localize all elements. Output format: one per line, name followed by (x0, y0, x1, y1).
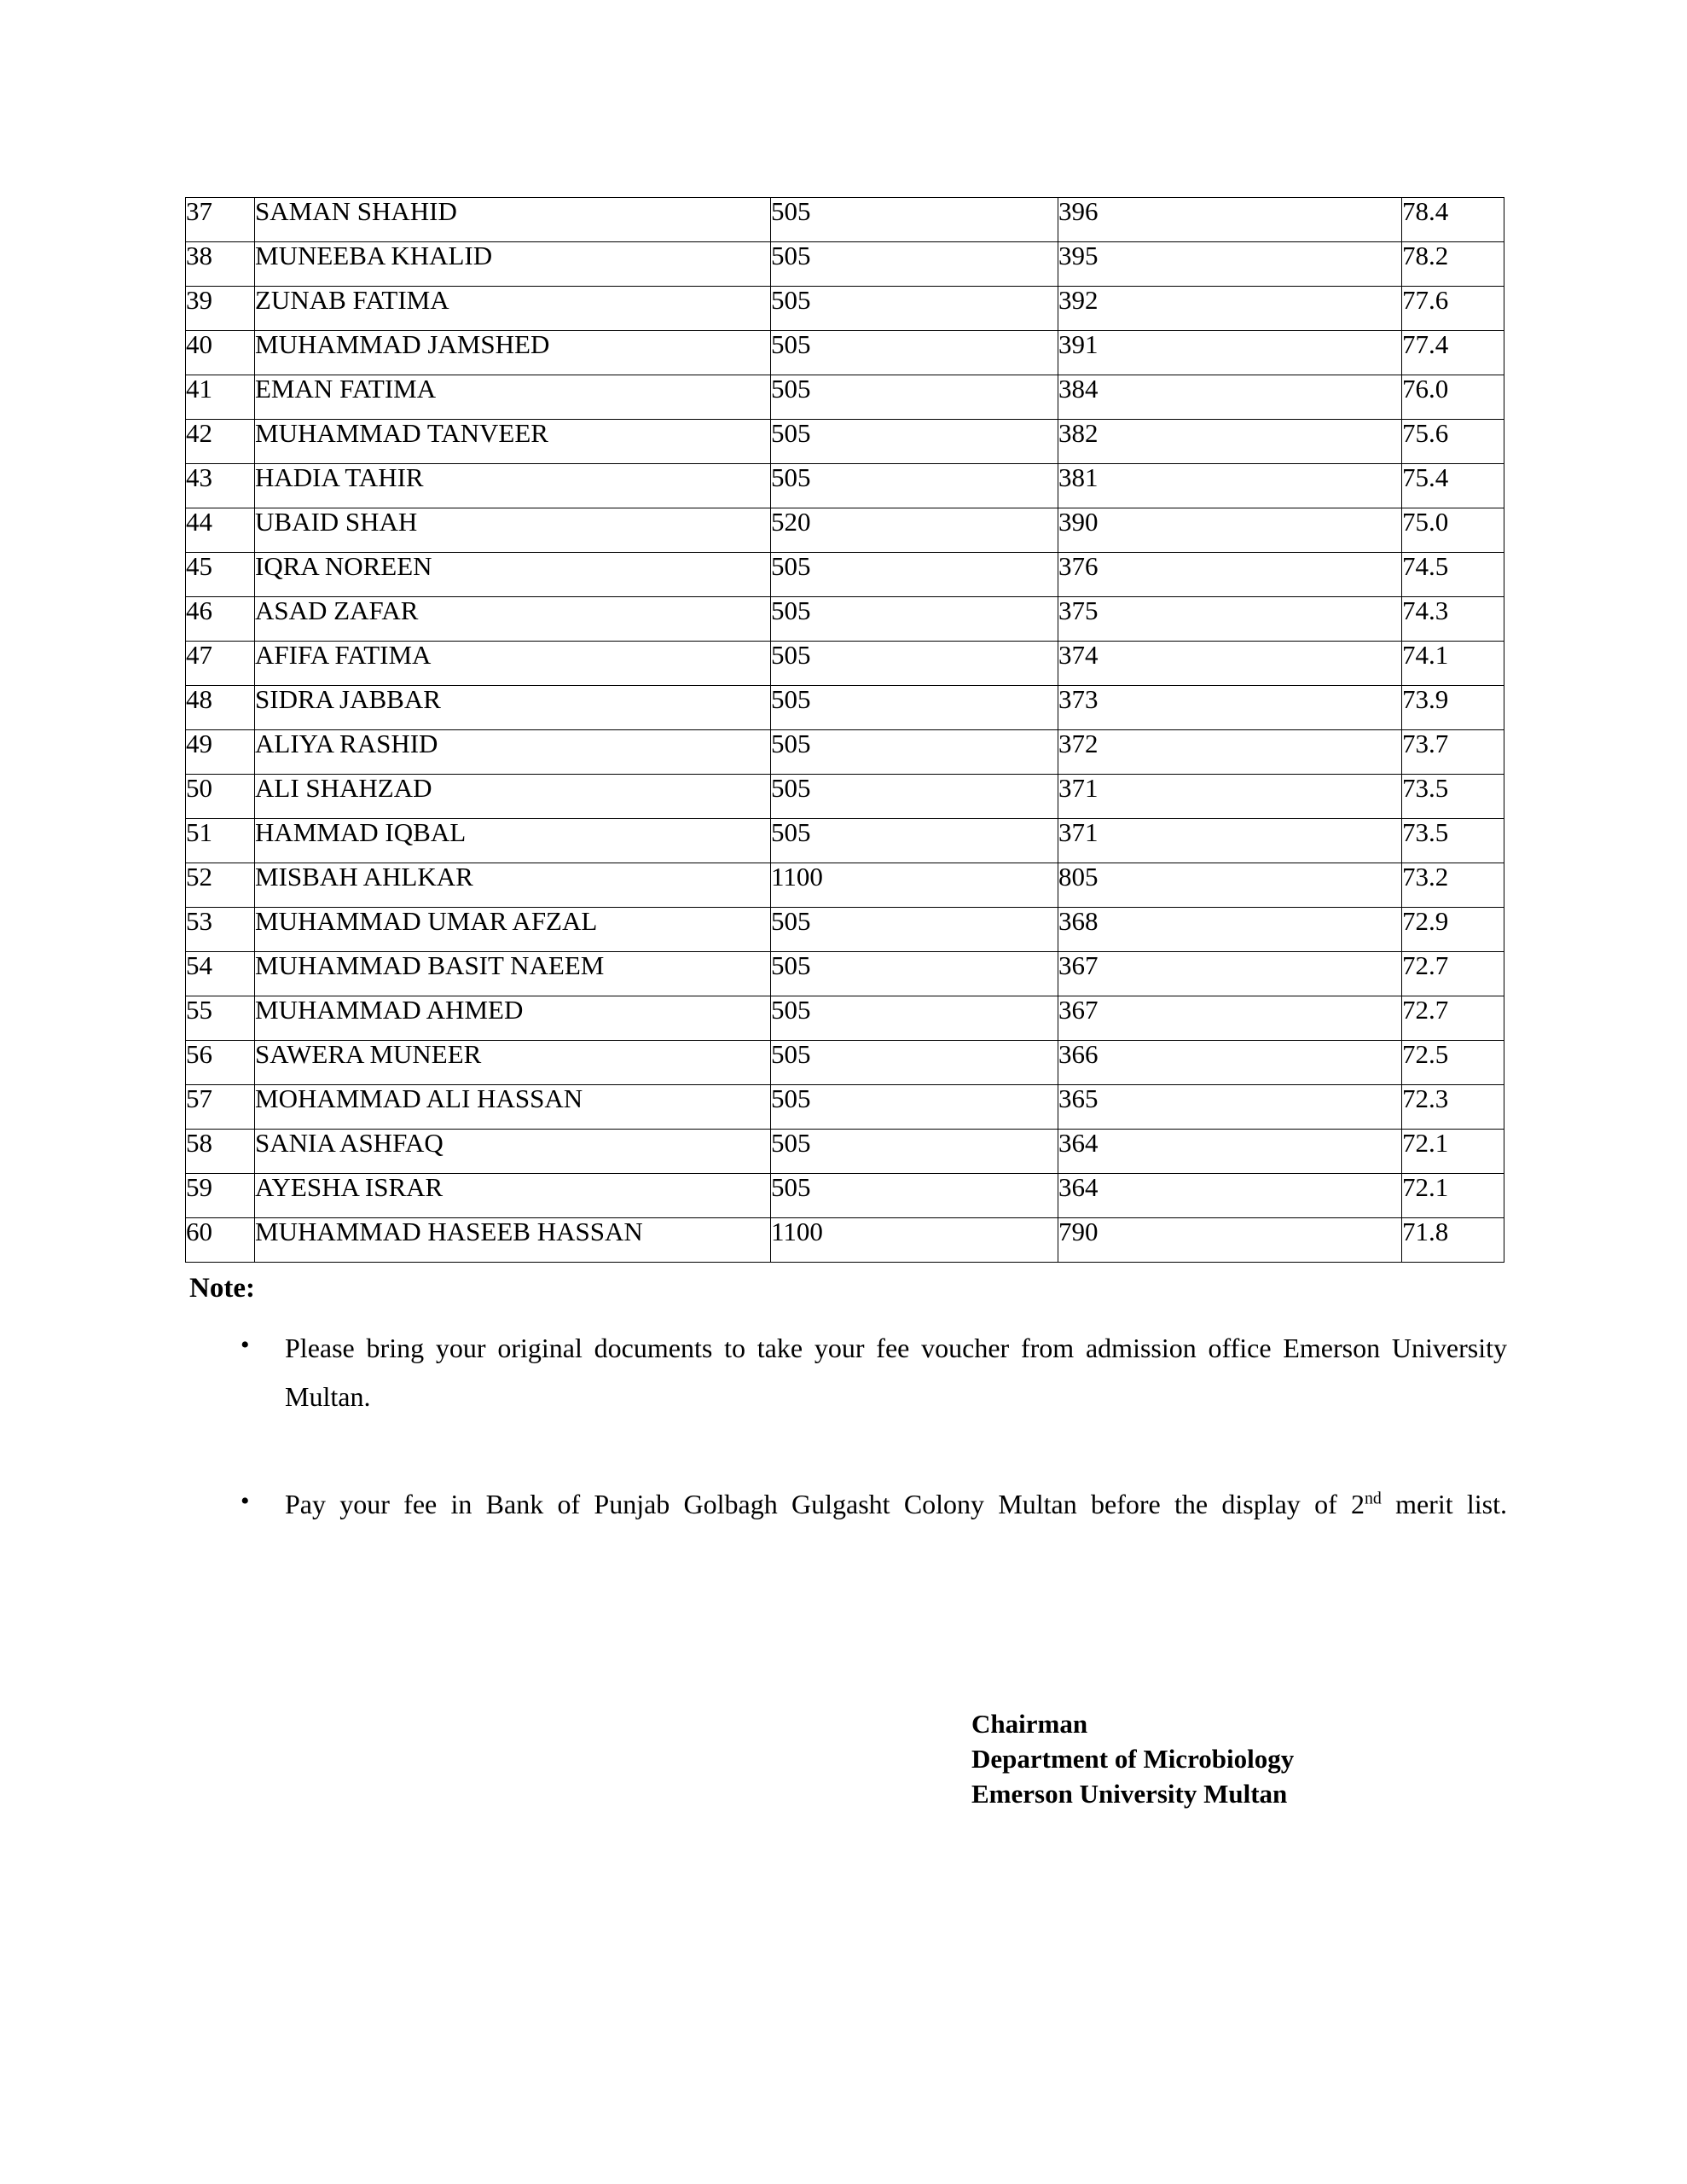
cell-name: MUHAMMAD BASIT NAEEM (255, 952, 771, 996)
cell-serial: 46 (186, 597, 255, 642)
table-row (186, 1174, 1504, 1218)
cell-total-marks: 1100 (771, 863, 1058, 908)
cell-name: MUHAMMAD UMAR AFZAL (255, 908, 771, 952)
cell-name: ASAD ZAFAR (255, 597, 771, 642)
cell-obtained-marks: 374 (1058, 642, 1402, 686)
signature-institution: Emerson University Multan (971, 1779, 1288, 1809)
cell-obtained-marks: 365 (1058, 1085, 1402, 1130)
cell-total-marks: 505 (771, 1130, 1058, 1174)
ordinal-suffix: nd (1365, 1489, 1382, 1508)
cell-obtained-marks: 376 (1058, 553, 1402, 597)
cell-serial: 43 (186, 464, 255, 508)
table-row (186, 908, 1504, 952)
cell-name: HAMMAD IQBAL (255, 819, 771, 863)
cell-percentage: 72.7 (1402, 996, 1504, 1041)
cell-name: AYESHA ISRAR (255, 1174, 771, 1218)
cell-serial: 58 (186, 1130, 255, 1174)
cell-obtained-marks: 367 (1058, 952, 1402, 996)
cell-percentage: 75.0 (1402, 508, 1504, 553)
cell-name: SANIA ASHFAQ (255, 1130, 771, 1174)
cell-total-marks: 505 (771, 375, 1058, 420)
table-row (186, 819, 1504, 863)
cell-total-marks: 505 (771, 1041, 1058, 1085)
cell-name: MUNEEBA KHALID (255, 242, 771, 287)
cell-name: SIDRA JABBAR (255, 686, 771, 730)
signature-block (971, 1706, 1294, 1812)
cell-name: SAWERA MUNEER (255, 1041, 771, 1085)
table-row (186, 952, 1504, 996)
cell-obtained-marks: 364 (1058, 1174, 1402, 1218)
note-heading: Note: (189, 1273, 255, 1304)
cell-obtained-marks: 373 (1058, 686, 1402, 730)
cell-percentage: 73.5 (1402, 819, 1504, 863)
table-row (186, 287, 1504, 331)
cell-obtained-marks: 384 (1058, 375, 1402, 420)
cell-obtained-marks: 381 (1058, 464, 1402, 508)
cell-total-marks: 505 (771, 952, 1058, 996)
cell-obtained-marks: 368 (1058, 908, 1402, 952)
cell-percentage: 74.1 (1402, 642, 1504, 686)
cell-total-marks: 505 (771, 642, 1058, 686)
cell-name: UBAID SHAH (255, 508, 771, 553)
table-row (186, 1218, 1504, 1263)
note-text: Pay your fee in Bank of Punjab Golbagh Gulgasht Colony Multan before the display of 2nd merit list. (285, 1488, 1508, 1519)
cell-obtained-marks: 367 (1058, 996, 1402, 1041)
cell-serial: 41 (186, 375, 255, 420)
cell-serial: 60 (186, 1218, 255, 1263)
signature-title: Chairman (971, 1709, 1088, 1739)
cell-serial: 48 (186, 686, 255, 730)
cell-name: EMAN FATIMA (255, 375, 771, 420)
cell-percentage: 72.9 (1402, 908, 1504, 952)
cell-total-marks: 505 (771, 597, 1058, 642)
note-item (189, 1324, 1507, 1470)
cell-total-marks: 505 (771, 908, 1058, 952)
cell-total-marks: 505 (771, 198, 1058, 242)
cell-percentage: 72.5 (1402, 1041, 1504, 1085)
cell-percentage: 77.4 (1402, 331, 1504, 375)
cell-total-marks: 505 (771, 996, 1058, 1041)
cell-serial: 50 (186, 775, 255, 819)
table-row (186, 242, 1504, 287)
cell-percentage: 75.6 (1402, 420, 1504, 464)
cell-serial: 45 (186, 553, 255, 597)
table-row (186, 420, 1504, 464)
cell-name: MUHAMMAD TANVEER (255, 420, 771, 464)
cell-serial: 52 (186, 863, 255, 908)
cell-obtained-marks: 392 (1058, 287, 1402, 331)
cell-name: MOHAMMAD ALI HASSAN (255, 1085, 771, 1130)
cell-serial: 38 (186, 242, 255, 287)
cell-obtained-marks: 391 (1058, 331, 1402, 375)
cell-name: AFIFA FATIMA (255, 642, 771, 686)
cell-percentage: 74.3 (1402, 597, 1504, 642)
cell-total-marks: 520 (771, 508, 1058, 553)
cell-serial: 51 (186, 819, 255, 863)
cell-name: SAMAN SHAHID (255, 198, 771, 242)
merit-list-table (185, 197, 1504, 1263)
table-row (186, 686, 1504, 730)
cell-percentage: 74.5 (1402, 553, 1504, 597)
cell-total-marks: 505 (771, 730, 1058, 775)
cell-serial: 42 (186, 420, 255, 464)
bullet-icon: • (241, 1331, 250, 1359)
table-row (186, 730, 1504, 775)
cell-obtained-marks: 371 (1058, 819, 1402, 863)
table-row (186, 597, 1504, 642)
cell-serial: 47 (186, 642, 255, 686)
cell-total-marks: 505 (771, 553, 1058, 597)
cell-percentage: 72.1 (1402, 1130, 1504, 1174)
table-row (186, 642, 1504, 686)
cell-obtained-marks: 396 (1058, 198, 1402, 242)
cell-percentage: 76.0 (1402, 375, 1504, 420)
signature-department: Department of Microbiology (971, 1744, 1295, 1774)
cell-total-marks: 505 (771, 1085, 1058, 1130)
cell-percentage: 71.8 (1402, 1218, 1504, 1263)
cell-percentage: 78.4 (1402, 198, 1504, 242)
merit-table-body (186, 198, 1504, 1263)
cell-obtained-marks: 382 (1058, 420, 1402, 464)
cell-obtained-marks: 364 (1058, 1130, 1402, 1174)
table-row (186, 198, 1504, 242)
cell-name: ALI SHAHZAD (255, 775, 771, 819)
cell-serial: 59 (186, 1174, 255, 1218)
cell-name: ALIYA RASHID (255, 730, 771, 775)
cell-obtained-marks: 366 (1058, 1041, 1402, 1085)
cell-total-marks: 505 (771, 242, 1058, 287)
cell-name: HADIA TAHIR (255, 464, 771, 508)
cell-percentage: 73.2 (1402, 863, 1504, 908)
cell-total-marks: 505 (771, 331, 1058, 375)
cell-name: MUHAMMAD HASEEB HASSAN (255, 1218, 771, 1263)
cell-serial: 40 (186, 331, 255, 375)
table-row (186, 863, 1504, 908)
cell-obtained-marks: 805 (1058, 863, 1402, 908)
cell-serial: 53 (186, 908, 255, 952)
cell-total-marks: 505 (771, 819, 1058, 863)
cell-percentage: 72.3 (1402, 1085, 1504, 1130)
cell-serial: 57 (186, 1085, 255, 1130)
table-row (186, 1085, 1504, 1130)
cell-total-marks: 1100 (771, 1218, 1058, 1263)
cell-total-marks: 505 (771, 287, 1058, 331)
cell-serial: 49 (186, 730, 255, 775)
cell-name: MUHAMMAD AHMED (255, 996, 771, 1041)
cell-obtained-marks: 371 (1058, 775, 1402, 819)
cell-total-marks: 505 (771, 686, 1058, 730)
table-row (186, 331, 1504, 375)
cell-serial: 56 (186, 1041, 255, 1085)
note-text: Please bring your original documents to take your fee voucher from admission office Emerson University Multan. (285, 1333, 1507, 1412)
cell-percentage: 73.9 (1402, 686, 1504, 730)
cell-percentage: 75.4 (1402, 464, 1504, 508)
table-row (186, 996, 1504, 1041)
cell-percentage: 72.1 (1402, 1174, 1504, 1218)
table-row (186, 553, 1504, 597)
cell-percentage: 78.2 (1402, 242, 1504, 287)
table-row (186, 1130, 1504, 1174)
cell-total-marks: 505 (771, 775, 1058, 819)
cell-name: IQRA NOREEN (255, 553, 771, 597)
cell-serial: 37 (186, 198, 255, 242)
note-item (189, 1480, 1507, 1577)
table-row (186, 375, 1504, 420)
cell-total-marks: 505 (771, 1174, 1058, 1218)
cell-serial: 55 (186, 996, 255, 1041)
cell-name: MUHAMMAD JAMSHED (255, 331, 771, 375)
cell-name: ZUNAB FATIMA (255, 287, 771, 331)
cell-obtained-marks: 375 (1058, 597, 1402, 642)
cell-total-marks: 505 (771, 464, 1058, 508)
cell-percentage: 72.7 (1402, 952, 1504, 996)
cell-serial: 54 (186, 952, 255, 996)
table-row (186, 464, 1504, 508)
merit-table-container (185, 197, 1504, 1263)
cell-obtained-marks: 390 (1058, 508, 1402, 553)
cell-total-marks: 505 (771, 420, 1058, 464)
cell-obtained-marks: 395 (1058, 242, 1402, 287)
cell-obtained-marks: 372 (1058, 730, 1402, 775)
bullet-icon: • (241, 1486, 250, 1515)
cell-percentage: 73.7 (1402, 730, 1504, 775)
table-row (186, 775, 1504, 819)
cell-serial: 39 (186, 287, 255, 331)
note-list (189, 1324, 1507, 1588)
cell-name: MISBAH AHLKAR (255, 863, 771, 908)
cell-obtained-marks: 790 (1058, 1218, 1402, 1263)
cell-percentage: 73.5 (1402, 775, 1504, 819)
table-row (186, 508, 1504, 553)
table-row (186, 1041, 1504, 1085)
cell-percentage: 77.6 (1402, 287, 1504, 331)
cell-serial: 44 (186, 508, 255, 553)
